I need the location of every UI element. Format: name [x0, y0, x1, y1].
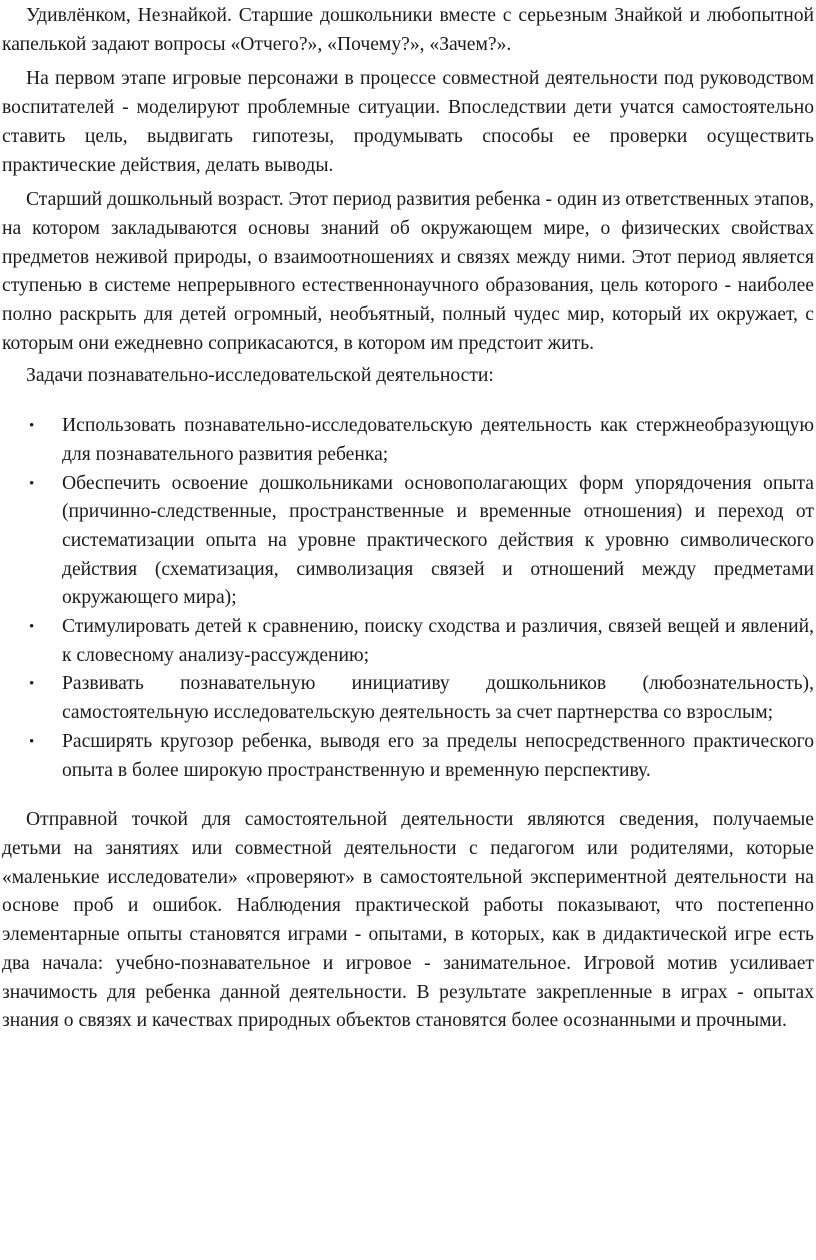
list-item	[2, 613, 814, 670]
paragraph-intro: Удивлёнком, Незнайкой. Старшие дошкольники вместе с серьезным Знайкой и любопытной капелькой задают вопросы «Отчего?», «Почему?», «Зачем?».	[2, 5, 814, 55]
bullet-icon: •	[29, 418, 35, 435]
bullet-icon: •	[29, 733, 35, 750]
bullet-icon: •	[29, 676, 35, 693]
list-item-text: Развивать познавательную инициативу дошкольников (любознательность), самостоятельную исследовательскую деятельность за счет партнерства со взрослым;	[62, 673, 814, 724]
paragraph-first-stage: На первом этапе игровые персонажи в процессе совместной деятельности под руководством воспитателей - моделируют проблемные ситуации. Впоследствии дети учатся самостоятельно ставить цель, выдвигать гипотезы, продумывать способы ее проверки осуществить практические действия, делать выводы.	[2, 68, 814, 176]
list-item-text: Использовать познавательно-исследовательскую деятельность как стержнеобразующую для познавательного развития ребенка;	[62, 415, 814, 465]
bullet-icon: •	[29, 475, 35, 492]
paragraph-senior-age: Старший дошкольный возраст. Этот период развития ребенка - один из ответственных этапов, на котором закладываются основы знаний об окружающем мире, о физических свойствах предметов неживой природы, о взаимоотношениях и связях между ними. Этот период является ступенью в системе непрерывного естественнонаучного образования, цель которого - наиболее полно раскрыть для детей огромный, необъятный, полный чудес мир, который их окружает, с которым они ежедневно соприкасаются, в котором им предстоит жить.	[2, 189, 814, 354]
list-item-text: Расширять кругозор ребенка, выводя его за пределы непосредственного практического опыта в более широкую пространственную и временную перспективу.	[62, 730, 814, 781]
list-item-text: Обеспечить освоение дошкольниками основополагающих форм упорядочения опыта (причинно-следственные, пространственные и временные отношения) и переход от систематизации опыта на уровне практического действия к уровню символического действия (схематизация, символизация связей и отношений между предметами окружающего мира);	[62, 472, 814, 609]
list-item	[2, 728, 814, 785]
paragraph-closing: Отправной точкой для самостоятельной деятельности являются сведения, получаемые детьми на занятиях или совместной деятельности с педагогом или родителями, которые «маленькие исследователи» «проверяют» в самостоятельной экспериментной деятельности на основе проб и ошибок. Наблюдения практической работы показывают, что постепенно элементарные опыты становятся играми - опытами, в которых, как в дидактической игре есть два начала: учебно-познавательное и игровое - занимательное. Игровой мотив усиливает значимость для ребенка данной деятельности. В результате закрепленные в играх - опытах знания о связях и качествах природных объектов становятся более осознанными и прочными.	[2, 809, 814, 1032]
list-item	[2, 470, 814, 614]
list-item	[2, 412, 814, 469]
bullet-icon: •	[29, 619, 35, 636]
list-item	[2, 670, 814, 727]
list-item-text: Стимулировать детей к сравнению, поиску сходства и различия, связей вещей и явлений, к словесному анализу-рассуждению;	[62, 616, 814, 666]
tasks-heading: Задачи познавательно-исследовательской деятельности:	[26, 365, 494, 387]
tasks-list	[2, 412, 814, 785]
